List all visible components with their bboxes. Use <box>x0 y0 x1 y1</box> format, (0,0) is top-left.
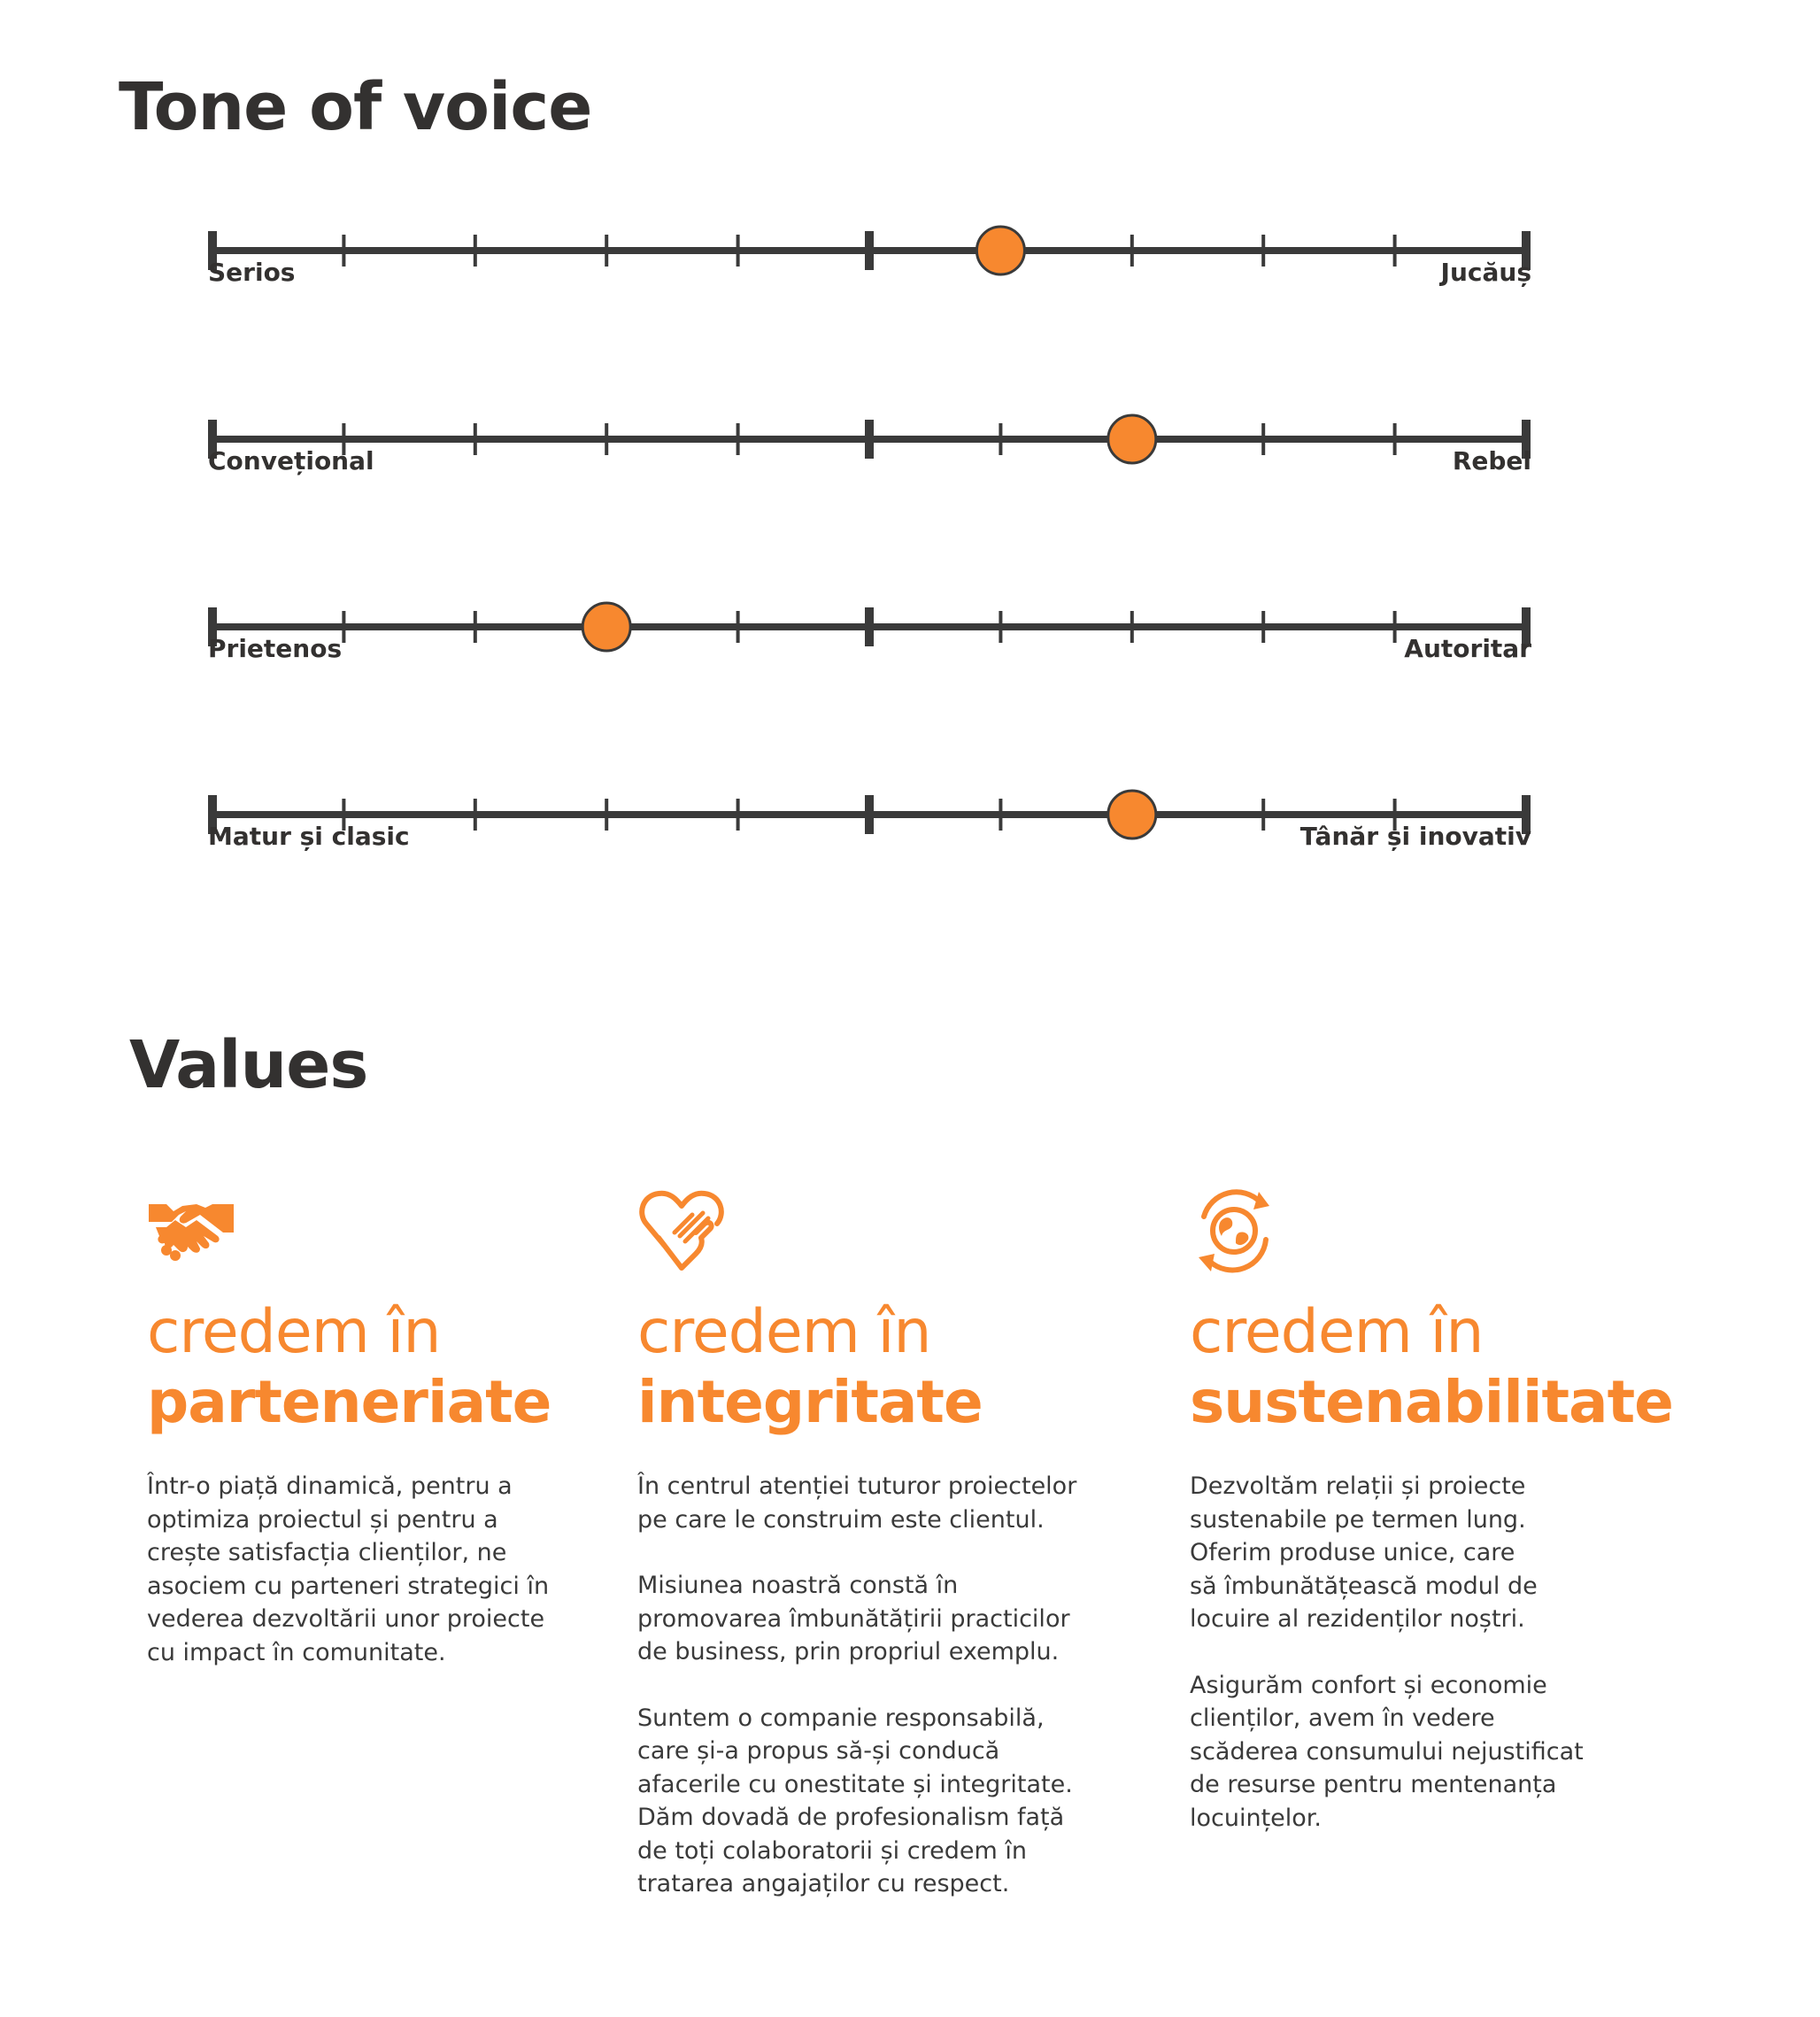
scale-left-label: Serios <box>208 258 296 287</box>
value-paragraph: În centrul atenției tuturor proiectelor pe care le construim este clientul. <box>637 1472 1077 1534</box>
value-prefix: credem în <box>637 1297 931 1367</box>
scale-left-label: Matur și clasic <box>208 822 410 851</box>
value-integritate <box>637 1186 1133 1934</box>
scale-right-label: Jucăuș <box>1440 258 1531 287</box>
value-description <box>637 1470 1133 1901</box>
heart-hand-icon <box>637 1186 726 1275</box>
value-paragraph: Într-o piață dinamică, pentru a optimiza proiectul și pentru a crește satisfacția clienților, ne asociem cu parteneri strategici în vederea dezvoltării unor proiecte cu impact în comunitate. <box>147 1472 550 1666</box>
scale-right-label: Rebel <box>1452 446 1531 475</box>
value-description <box>1190 1470 1712 1835</box>
scale-right-label: Tânăr și inovativ <box>1299 822 1531 851</box>
value-prefix: credem în <box>147 1297 441 1367</box>
scale-marker <box>976 227 1024 274</box>
value-sustenabilitate <box>1190 1186 1712 1867</box>
scale-right-label: Autoritar <box>1404 634 1531 663</box>
tone-scale-conventional-rebel <box>205 384 1533 491</box>
recycle-globe-icon <box>1190 1186 1278 1275</box>
tone-scale-track <box>205 196 1533 258</box>
handshake-icon <box>147 1186 235 1275</box>
value-paragraph: Asigurăm confort și economie clienților, avem în vedere scăderea consumului nejustificat de resurse pentru mentenanța locuințelor. <box>1190 1671 1584 1832</box>
values-title: Values <box>129 1027 368 1103</box>
tone-scale-matur-tanar <box>205 760 1533 866</box>
scale-marker <box>1108 415 1156 463</box>
scale-left-label: Prietenos <box>208 634 343 663</box>
value-paragraph: Dezvoltăm relații și proiecte sustenabile pe termen lung. Oferim produse unice, care să îmbunătățească modul de locuire al rezidenților noștri. <box>1190 1472 1538 1633</box>
value-paragraph: Misiunea noastră constă în promovarea îmbunătățirii practicilor de business, prin propriul exemplu. <box>637 1572 1070 1665</box>
value-name: sustenabilitate <box>1190 1368 1673 1436</box>
value-prefix: credem în <box>1190 1297 1484 1367</box>
scale-marker <box>1108 791 1156 838</box>
tone-scale-track <box>205 572 1533 634</box>
tone-scale-track <box>205 384 1533 446</box>
value-name: integritate <box>637 1368 983 1436</box>
value-paragraph: Suntem o companie responsabilă, care și-a propus să-și conducă afacerile cu onestitate și integritate. Dăm dovadă de profesionalism față de toți colaboratorii și credem în tratarea angajaților cu respect. <box>637 1704 1073 1897</box>
tone-of-voice-title: Tone of voice <box>119 69 592 145</box>
value-description <box>147 1470 607 1669</box>
tone-scale-serios-jucaus <box>205 196 1533 302</box>
scale-marker <box>582 603 630 651</box>
value-name: parteneriate <box>147 1368 551 1436</box>
value-parteneriate <box>147 1186 607 1702</box>
scale-left-label: Convețional <box>208 446 374 475</box>
tone-scale-track <box>205 760 1533 822</box>
tone-scale-prietenos-autoritar <box>205 572 1533 678</box>
